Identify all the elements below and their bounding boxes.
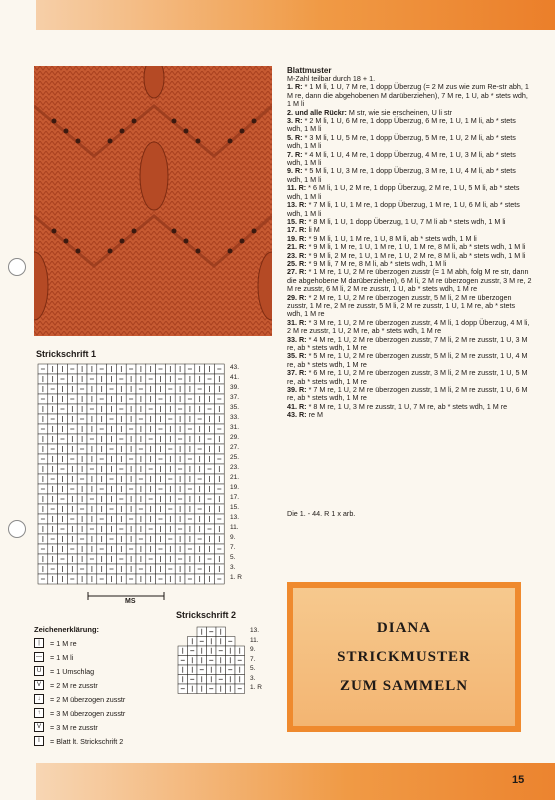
instruction-row: 37. R: * 6 M re, 1 U, 2 M re überzogen zusstr, 3 M li, 2 M re zusstr, 1 U, 5 M re, ab * stets wdh, 1 M re bbox=[287, 368, 528, 386]
row-label: 7. bbox=[230, 544, 236, 551]
row-label: 15. bbox=[230, 504, 240, 511]
legend-title: Zeichenerklärung: bbox=[34, 625, 100, 634]
legend-item bbox=[34, 706, 125, 720]
promo-line-1: DIANA bbox=[376, 619, 432, 636]
symbol-legend bbox=[34, 625, 125, 748]
legend-label: = 3 M re zusstr bbox=[50, 722, 98, 732]
legend-item bbox=[34, 720, 125, 734]
legend-item bbox=[34, 650, 125, 664]
instruction-row: 19. R: * 9 M li, 1 U, 1 M re, 1 U, 8 M li, ab * stets wdh, 1 M li bbox=[287, 233, 477, 243]
legend-symbol-icon: — bbox=[36, 654, 42, 660]
instruction-row: 41. R: * 8 M re, 1 U, 3 M re zusstr, 1 U, 7 M re, ab * stets wdh, 1 M re bbox=[287, 401, 508, 411]
legend-symbol-icon: I bbox=[34, 736, 44, 746]
row-label: 9. bbox=[250, 646, 256, 653]
legend-symbol-icon: U bbox=[34, 666, 44, 676]
instruction-row: 25. R: * 9 M li, 7 M re, 8 M li, ab * stets wdh, 1 M li bbox=[287, 258, 447, 268]
pattern-intro: M-Zahl teilbar durch 18 + 1. bbox=[287, 74, 376, 83]
legend-label: = 2 M re zusstr bbox=[50, 680, 98, 690]
legend-symbol-icon: V bbox=[34, 680, 44, 690]
instruction-row: 33. R: * 4 M re, 1 U, 2 M re überzogen zusstr, 7 M li, 2 M re zusstr, 1 U, 3 M re, ab * stets wdh, 1 M re bbox=[287, 334, 528, 352]
instruction-row: 13. R: * 7 M li, 1 U, 1 M re, 1 dopp Überzug, 1 M re, 1 U, 6 M li, ab * stets wdh, 1 M li bbox=[287, 200, 520, 218]
promo-box bbox=[287, 582, 521, 732]
row-label: 19. bbox=[230, 484, 240, 491]
row-label: 3. bbox=[250, 674, 256, 682]
row-label: 35. bbox=[230, 404, 240, 411]
row-label: 5. bbox=[250, 665, 256, 672]
row-label: 29. bbox=[230, 434, 240, 441]
legend-label: = 3 M überzogen zusstr bbox=[50, 708, 126, 718]
row-label: 39. bbox=[230, 384, 240, 391]
instruction-row: 5. R: * 3 M li, 1 U, 5 M re, 1 dopp Überzug, 5 M re, 1 U, 2 M li, ab * stets wdh, 1 M li bbox=[287, 132, 516, 151]
chart2-grid bbox=[176, 625, 246, 700]
instruction-row: 1. R: * 1 M li, 1 U, 7 M re, 1 dopp Überzug (= 2 M zus wie zum Re-str abh, 1 M re, dann die abgehobenen M darüberziehen), 7 M re, 1 U, ab * stets wdh, 1 M li bbox=[287, 82, 529, 109]
legend-item bbox=[34, 678, 125, 692]
instruction-row: 27. R: * 1 M re, 1 U, 2 M re überzogen zusstr (= 1 M abh, folg M re str, dann die abgehobene M darüberziehen), 6 M li, 2 M re überzogen zusstr, 3 M re, 2 M re zusstr, 6 M li, 2 M re zusstr, 1 U, ab * stets wdh, 1 M re bbox=[287, 267, 532, 294]
legend-symbol-icon: | bbox=[34, 638, 44, 648]
row-label: 17. bbox=[230, 494, 240, 501]
binder-hole bbox=[8, 258, 26, 276]
chart2-title: Strickschrift 2 bbox=[176, 610, 237, 620]
legend-symbol-icon: ↑ bbox=[34, 708, 44, 718]
row-label: 37. bbox=[230, 394, 240, 401]
legend-label: = Blatt lt. Strickschrift 2 bbox=[50, 736, 124, 746]
knit-sample-photo bbox=[34, 66, 272, 336]
instruction-row: 29. R: * 2 M re, 1 U, 2 M re überzogen zusstr, 5 M li, 2 M re überzogen zusstr, 1 M re, 2 M re zusstr, 5 M li, 2 M re zusstr, 1 U, 1 M re, ab * stets wdh, 1 M re bbox=[287, 292, 516, 319]
instruction-row: 23. R: * 9 M li, 2 M re, 1 U, 1 M re, 1 U, 2 M re, 8 M li, ab * stets wdh, 1 M li bbox=[287, 250, 526, 260]
instruction-row: 2. und alle Rückr: M str, wie sie erscheinen, U li str bbox=[287, 107, 452, 117]
row-label: 11. bbox=[250, 636, 259, 644]
row-label: 13. bbox=[230, 514, 240, 521]
page-number: 15 bbox=[512, 774, 525, 786]
row-label: 3. bbox=[230, 564, 236, 571]
instruction-row: 3. R: * 2 M li, 1 U, 6 M re, 1 dopp Überzug, 6 M re, 1 U, 1 M li, ab * stets wdh, 1 M li bbox=[287, 116, 516, 134]
row-label: 25. bbox=[230, 454, 240, 461]
chart1-grid bbox=[36, 362, 226, 595]
row-label: 33. bbox=[230, 414, 240, 421]
instruction-rows bbox=[287, 83, 532, 419]
legend-item bbox=[34, 734, 125, 748]
promo-line-3: ZUM SAMMELN bbox=[339, 677, 469, 694]
instruction-row: 35. R: * 5 M re, 1 U, 2 M re überzogen zusstr, 5 M li, 2 M re zusstr, 1 U, 4 M re, ab * stets wdh, 1 M re bbox=[287, 351, 528, 369]
instruction-row: 9. R: * 5 M li, 1 U, 3 M re, 1 dopp Überzug, 3 M re, 1 U, 4 M li, ab * stets wdh, 1 M li bbox=[287, 166, 516, 184]
row-label: 9. bbox=[230, 534, 236, 541]
row-label: 43. bbox=[230, 364, 240, 371]
instruction-row: 11. R: * 6 M li, 1 U, 2 M re, 1 dopp Überzug, 2 M re, 1 U, 5 M li, ab * stets wdh, 1 M li bbox=[287, 183, 520, 201]
legend-item bbox=[34, 664, 125, 678]
instruction-row: 17. R: li M bbox=[287, 225, 320, 235]
legend-item bbox=[34, 636, 125, 650]
legend-symbol-icon: ↓ bbox=[34, 694, 44, 704]
row-label: 1. R bbox=[250, 684, 262, 691]
repeat-note: Die 1. - 44. R 1 x arb. bbox=[287, 509, 356, 518]
instruction-row: 21. R: * 9 M li, 1 M re, 1 U, 1 M re, 1 U, 1 M re, 8 M li, ab * stets wdh, 1 M li bbox=[287, 242, 526, 252]
row-label: 7. bbox=[250, 655, 256, 663]
binder-hole bbox=[8, 520, 26, 538]
instruction-row: 7. R: * 4 M li, 1 U, 4 M re, 1 dopp Überzug, 4 M re, 1 U, 3 M li, ab * stets wdh, 1 M li bbox=[287, 149, 516, 168]
instruction-row: 39. R: * 7 M re, 1 U, 2 M re überzogen zusstr, 1 M li, 2 M re zusstr, 1 U, 6 M re, ab * stets wdh, 1 M re bbox=[287, 385, 528, 403]
row-label: 1. R bbox=[230, 574, 242, 581]
legend-label: = 2 M überzogen zusstr bbox=[50, 694, 126, 704]
chart1-ms-label: MS bbox=[125, 598, 136, 605]
legend-symbol-icon: V bbox=[34, 722, 44, 732]
legend-label: = 1 M re bbox=[50, 638, 77, 648]
row-label: 31. bbox=[230, 424, 240, 431]
row-label: 5. bbox=[230, 554, 236, 561]
instruction-row: 31. R: * 3 M re, 1 U, 2 M re überzogen zusstr, 4 M li, 1 dopp Überzug, 4 M li, 2 M re zusstr, 1 U, 2 M re, ab * stets wdh, 1 M re bbox=[287, 317, 530, 336]
pattern-instructions bbox=[287, 66, 532, 420]
legend-item bbox=[34, 692, 125, 706]
row-label: 13. bbox=[250, 627, 260, 634]
legend-label: = 1 Umschlag bbox=[50, 666, 95, 676]
legend-label: = 1 M li bbox=[50, 652, 74, 662]
bottom-color-bar bbox=[36, 763, 555, 800]
instruction-row: 43. R: re M bbox=[287, 410, 323, 420]
row-label: 27. bbox=[230, 444, 240, 451]
row-label: 11. bbox=[230, 524, 239, 531]
row-label: 21. bbox=[230, 474, 240, 481]
chart1-title: Strickschrift 1 bbox=[36, 349, 97, 359]
pattern-title: Blattmuster bbox=[287, 66, 332, 75]
row-label: 41. bbox=[230, 374, 240, 381]
promo-line-2: STRICKMUSTER bbox=[337, 648, 471, 665]
instruction-row: 15. R: * 8 M li, 1 U, 1 dopp Überzug, 1 U, 7 M li ab * stets wdh, 1 M li bbox=[287, 216, 506, 226]
row-label: 23. bbox=[230, 464, 240, 471]
top-color-bar bbox=[36, 0, 555, 30]
